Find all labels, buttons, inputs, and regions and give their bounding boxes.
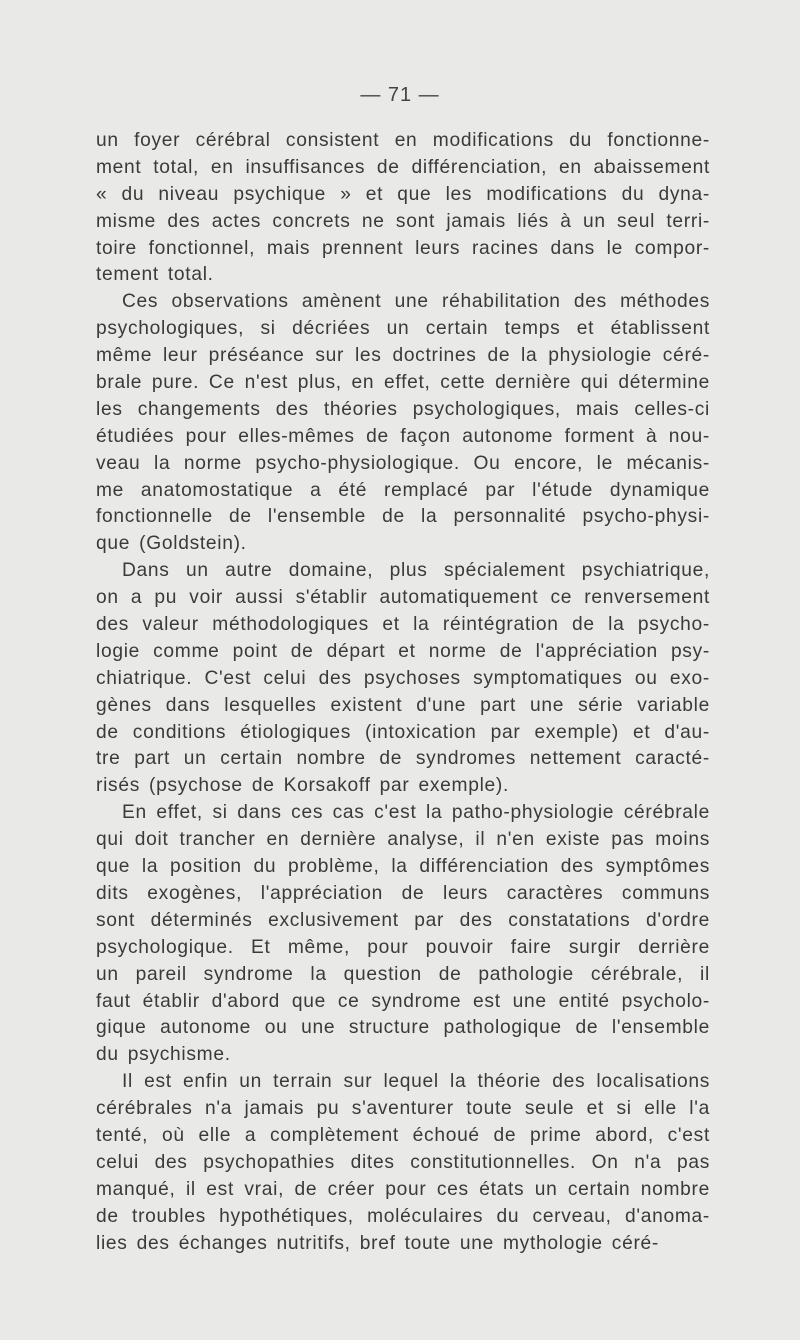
text-line: tenté, où elle a complètement échoué de prime abord, c'est (96, 1124, 710, 1146)
text-line: manqué, il est vrai, de créer pour ces états un certain nombre (96, 1178, 710, 1200)
text-line: de troubles hypothétiques, moléculaires du cerveau, d'anoma- (96, 1205, 710, 1227)
text-line: Il est enfin un terrain sur lequel la théorie des localisations (122, 1071, 710, 1093)
text-line: sont déterminés exclusivement par des constatations d'ordre (96, 909, 710, 931)
text-line: tre part un certain nombre de syndromes nettement caracté- (96, 748, 710, 770)
paragraph-2 (96, 289, 710, 558)
text-line: « du niveau psychique » et que les modifications du dyna- (96, 183, 710, 205)
text-line: celui des psychopathies dites constitutionnelles. On n'a pas (96, 1151, 710, 1173)
text-line: me anatomostatique a été remplacé par l'étude dynamique (96, 479, 710, 501)
paragraph-3 (96, 558, 710, 800)
text-line: un pareil syndrome la question de pathologie cérébrale, il (96, 963, 710, 985)
text-line: gènes dans lesquelles existent d'une part une série variable (96, 694, 710, 716)
text-line: psychologique. Et même, pour pouvoir faire surgir derrière (96, 936, 710, 958)
text-line: lies des échanges nutritifs, bref toute une mythologie céré- (96, 1232, 660, 1254)
text-line: logie comme point de départ et norme de l'appréciation psy- (96, 640, 710, 662)
text-line: brale pure. Ce n'est plus, en effet, cette dernière qui détermine (96, 372, 710, 394)
text-line: faut établir d'abord que ce syndrome est une entité psycholo- (96, 990, 710, 1012)
text-line: gique autonome ou une structure pathologique de l'ensemble (96, 1017, 710, 1039)
text-line: toire fonctionnel, mais prennent leurs racines dans le compor- (96, 237, 710, 259)
text-line: que (Goldstein). (96, 533, 247, 555)
text-line: risés (psychose de Korsakoff par exemple). (96, 775, 510, 797)
text-line: misme des actes concrets ne sont jamais liés à un seul terri- (96, 210, 710, 232)
text-line: cérébrales n'a jamais pu s'aventurer toute seule et si elle l'a (96, 1098, 710, 1120)
text-line: chiatrique. C'est celui des psychoses symptomatiques ou exo- (96, 667, 710, 689)
text-line: dits exogènes, l'appréciation de leurs caractères communs (96, 882, 710, 904)
text-line: Dans un autre domaine, plus spécialement psychiatrique, (122, 560, 710, 582)
paragraph-1 (96, 128, 710, 289)
body-text (96, 128, 710, 1257)
text-line: tement total. (96, 264, 214, 286)
text-line: du psychisme. (96, 1044, 231, 1066)
text-line: que la position du problème, la différenciation des symptômes (96, 856, 710, 878)
text-line: ment total, en insuffisances de différenciation, en abaissement (96, 156, 710, 178)
text-line: fonctionnelle de l'ensemble de la personnalité psycho-physi- (96, 506, 710, 528)
page-number: — 71 — (360, 84, 440, 106)
text-line: les changements des théories psychologiques, mais celles-ci (96, 398, 710, 420)
text-line: En effet, si dans ces cas c'est la patho-physiologie cérébrale (122, 802, 710, 824)
text-line: psychologiques, si décriées un certain temps et établissent (96, 318, 710, 340)
text-line: étudiées pour elles-mêmes de façon autonome forment à nou- (96, 425, 710, 447)
paragraph-5 (96, 1069, 710, 1257)
text-line: on a pu voir aussi s'établir automatiquement ce renversement (96, 587, 710, 609)
text-line: un foyer cérébral consistent en modifications du fonctionne- (96, 130, 710, 151)
text-line: même leur préséance sur les doctrines de la physiologie céré- (96, 345, 710, 367)
text-line: de conditions étiologiques (intoxication par exemple) et d'au- (96, 721, 710, 743)
text-line: qui doit trancher en dernière analyse, il n'en existe pas moins (96, 829, 710, 851)
text-line: veau la norme psycho-physiologique. Ou encore, le mécanis- (96, 452, 710, 474)
paragraph-4 (96, 800, 710, 1069)
text-line: Ces observations amènent une réhabilitation des méthodes (122, 291, 710, 313)
text-line: des valeur méthodologiques et la réintégration de la psycho- (96, 614, 710, 636)
